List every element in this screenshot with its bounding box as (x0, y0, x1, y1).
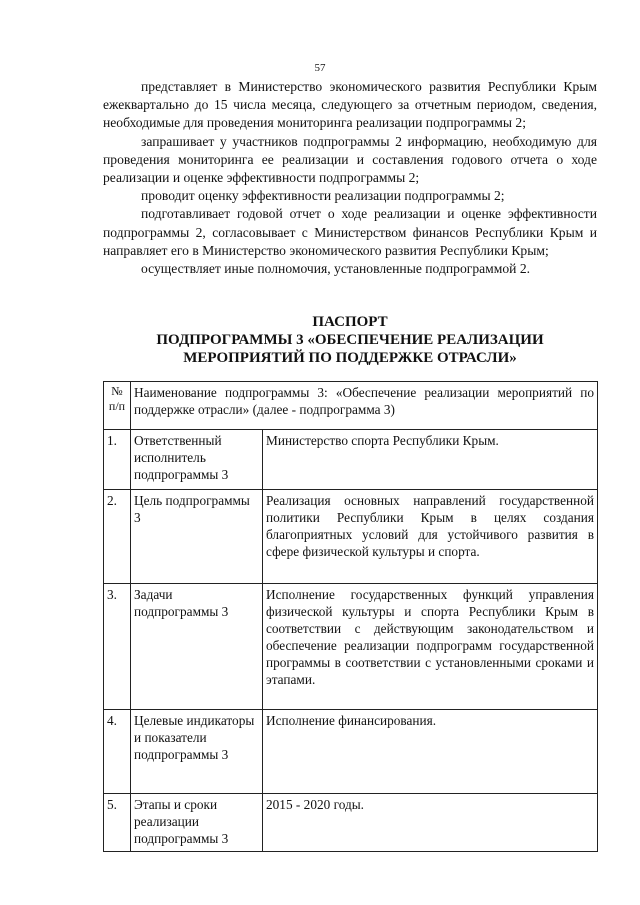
row-num: 3. (104, 584, 131, 710)
row-num: 5. (104, 794, 131, 852)
paragraph-evaluate: проводит оценку эффективности реализации подпрограммы 2; (141, 188, 505, 204)
row-name: Ответственный исполнитель подпрограммы 3 (131, 430, 263, 490)
row-num: 2. (104, 490, 131, 584)
row-value: Министерство спорта Республики Крым. (263, 430, 598, 490)
row-value: Реализация основных направлений государственной политики Республики Крым в целях создания благоприятных условий для устойчивого развития в сфере физической культуры и спорта. (263, 490, 598, 584)
header-num-cell: № п/п (104, 382, 131, 430)
table-row (104, 490, 598, 584)
row-name: Этапы и сроки реализации подпрограммы 3 (131, 794, 263, 852)
passport-table (103, 381, 598, 852)
heading-line-2: ПОДПРОГРАММЫ 3 «ОБЕСПЕЧЕНИЕ РЕАЛИЗАЦИИ (156, 332, 544, 348)
table-row (104, 794, 598, 852)
row-name: Задачи подпрограммы 3 (131, 584, 263, 710)
body-text (103, 78, 597, 278)
row-value: Исполнение государственных функций управления физической культуры и спорта Республики Крым в соответствии с действующим законодательством и обеспечение реализации подпрограмм государственной программы в соответствии с установленными сроками и этапами. (263, 584, 598, 710)
table-row (104, 584, 598, 710)
header-title-cell: Наименование подпрограммы 3: «Обеспечение реализации мероприятий по поддержке отрасли» (далее - подпрограмма 3) (131, 382, 598, 430)
row-num: 4. (104, 710, 131, 794)
row-name: Целевые индикаторы и показатели подпрограммы 3 (131, 710, 263, 794)
table-row (104, 710, 598, 794)
row-num: 1. (104, 430, 131, 490)
paragraph-annual-report: подготавливает годовой отчет о ходе реализации и оценке эффективности подпрограммы 2, согласовывает с Министерством финансов Республики Крым и направляет его в Министерство экономического развития Республики Крым; (103, 206, 597, 258)
paragraph-report-quarterly: представляет в Министерство экономического развития Республики Крым ежеквартально до 15 числа месяца, следующего за отчетным периодом, сведения, необходимые для проведения мониторинга реализации подпрограммы 2; (103, 79, 597, 131)
passport-heading (103, 313, 597, 367)
heading-line-1: ПАСПОРТ (312, 314, 388, 330)
page-number: 57 (314, 62, 326, 74)
row-value: Исполнение финансирования. (263, 710, 598, 794)
heading-line-3: МЕРОПРИЯТИЙ ПО ПОДДЕРЖКЕ ОТРАСЛИ» (183, 350, 517, 366)
paragraph-other-powers: осуществляет иные полномочия, установленные подпрограммой 2. (141, 261, 531, 277)
row-value: 2015 - 2020 годы. (263, 794, 598, 852)
row-name: Цель подпрограммы 3 (131, 490, 263, 584)
table-row (104, 430, 598, 490)
paragraph-request-info: запрашивает у участников подпрограммы 2 информацию, необходимую для проведения мониторинга ее реализации и составления годового отчета о ходе реализации и оценке эффективности подпрограммы 2; (103, 133, 597, 186)
table-header-row (104, 382, 598, 430)
